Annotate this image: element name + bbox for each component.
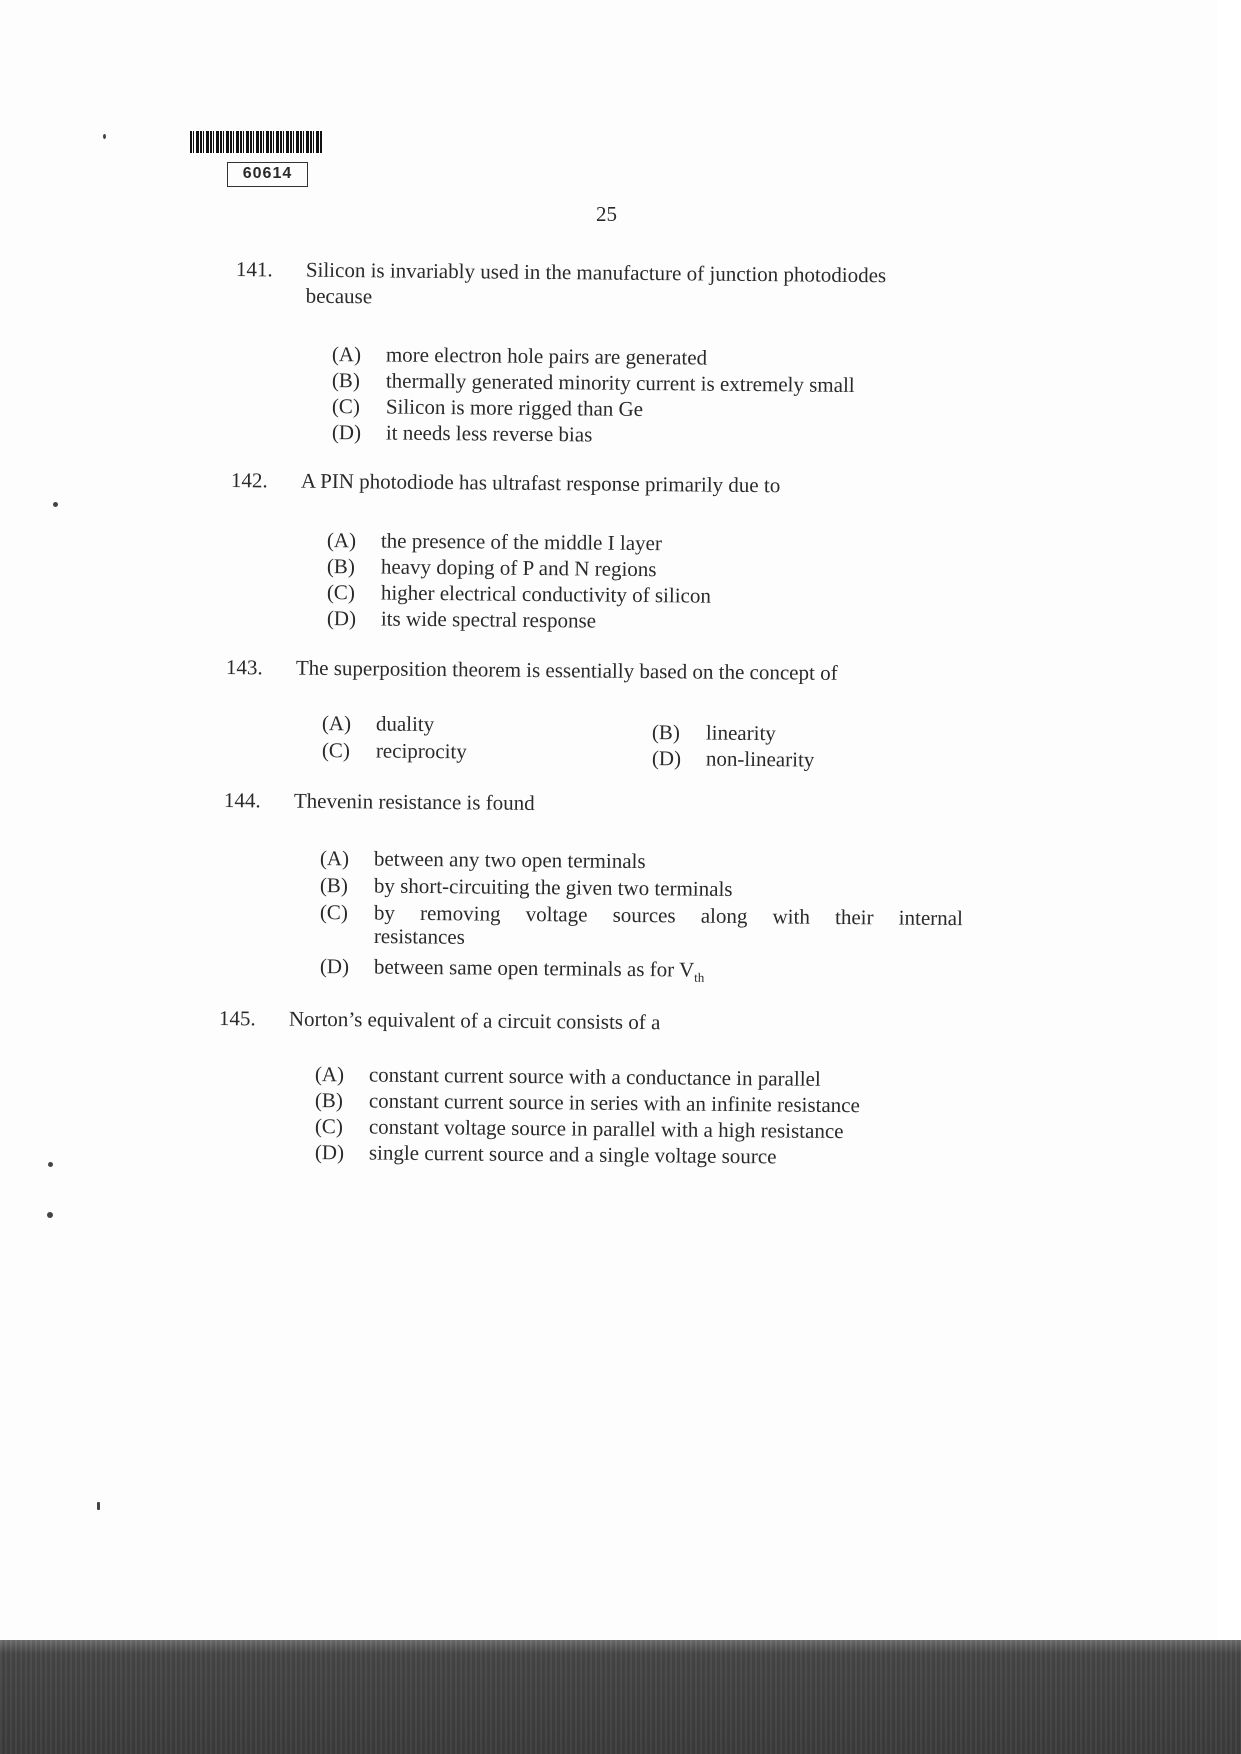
- option-text: by short-circuiting the given two terminals: [373, 873, 733, 901]
- question-number: 145.: [218, 1006, 256, 1031]
- option-text: constant current source with a conductance in parallel: [368, 1062, 821, 1091]
- option-label: (B): [314, 1088, 343, 1113]
- option-label: (B): [319, 873, 348, 898]
- option-label: (D): [319, 954, 350, 979]
- question-text: A PIN photodiode has ultrafast response primarily due to: [300, 468, 781, 498]
- option-label: (A): [321, 711, 352, 736]
- option-text: between any two open terminals: [373, 846, 646, 874]
- option-144-b: [320, 873, 733, 901]
- scan-speck: [47, 1212, 53, 1218]
- option-text: duality: [375, 711, 435, 737]
- option-142-c: [327, 580, 711, 608]
- option-label: (D): [326, 606, 357, 631]
- option-141-a: [332, 342, 707, 370]
- question-text-continued: because: [305, 283, 373, 309]
- paper-code: 60614: [227, 162, 308, 187]
- option-label: (A): [319, 846, 350, 871]
- option-label: (C): [314, 1114, 343, 1139]
- scan-speck: [97, 1502, 100, 1510]
- option-144-c-continued: [374, 924, 465, 949]
- scan-speck: [48, 1162, 53, 1167]
- option-text: single current source and a single voltage source: [368, 1140, 777, 1169]
- barcode: [190, 131, 322, 153]
- question-number: 143.: [225, 655, 263, 680]
- question-text: Silicon is invariably used in the manufacture of junction photodiodes: [305, 257, 887, 288]
- option-label: (A): [314, 1062, 345, 1087]
- option-text: thermally generated minority current is extremely small: [385, 368, 855, 398]
- option-145-d: [315, 1140, 777, 1168]
- option-text: constant voltage source in parallel with a high resistance: [368, 1114, 844, 1144]
- option-label: (C): [319, 900, 348, 925]
- option-text: higher electrical conductivity of silicon: [380, 580, 712, 608]
- scan-speck: [53, 502, 58, 507]
- option-label: (C): [326, 580, 355, 605]
- option-141-d: [332, 420, 593, 446]
- option-label: (C): [331, 394, 360, 419]
- option-142-b: [327, 554, 657, 581]
- option-143-d: [652, 746, 815, 772]
- option-text: constant current source in series with an infinite resistance: [368, 1088, 860, 1118]
- option-143-c: [322, 738, 467, 763]
- question-number: 141.: [235, 257, 273, 282]
- option-label: (D): [331, 420, 362, 445]
- option-text: it needs less reverse bias: [385, 420, 593, 447]
- option-subscript: th: [694, 969, 705, 985]
- option-141-b: [332, 368, 855, 397]
- option-141-c: [332, 394, 643, 421]
- option-142-a: [327, 528, 662, 555]
- option-text-continued: resistances: [373, 924, 465, 949]
- option-143-a: [322, 711, 435, 736]
- option-label: (C): [321, 738, 350, 763]
- option-text: its wide spectral response: [380, 606, 597, 633]
- option-label: (B): [651, 720, 680, 745]
- option-label: (A): [326, 528, 357, 553]
- option-145-c: [315, 1114, 844, 1143]
- question-number: 144.: [223, 788, 261, 813]
- option-text: heavy doping of P and N regions: [380, 554, 657, 582]
- option-label: (B): [326, 554, 355, 579]
- option-text: linearity: [705, 720, 776, 746]
- option-text: more electron hole pairs are generated: [385, 342, 708, 370]
- option-text: between same open terminals as for V: [373, 954, 695, 982]
- option-label: (D): [651, 746, 682, 771]
- option-text: non-linearity: [705, 746, 815, 772]
- option-text: the presence of the middle I layer: [380, 528, 663, 556]
- option-label: (B): [331, 368, 360, 393]
- option-text: Silicon is more rigged than Ge: [385, 394, 644, 421]
- option-text: by removing voltage sources along with their internal: [373, 900, 963, 931]
- option-145-a: [315, 1062, 821, 1091]
- scan-speck: [103, 134, 106, 139]
- option-143-b: [652, 720, 776, 745]
- question-number: 142.: [230, 468, 268, 493]
- page-number: 25: [596, 202, 617, 226]
- option-144-a: [320, 846, 646, 873]
- option-144-d: [320, 954, 705, 990]
- option-142-d: [327, 606, 596, 633]
- option-text: reciprocity: [375, 738, 467, 764]
- option-label: (A): [331, 342, 362, 367]
- option-label: (D): [314, 1140, 345, 1165]
- question-text: Norton’s equivalent of a circuit consists of a: [288, 1006, 661, 1035]
- question-text: Thevenin resistance is found: [293, 788, 535, 815]
- question-text: The superposition theorem is essentially based on the concept of: [295, 655, 838, 685]
- scanner-bed-edge: [0, 1640, 1241, 1754]
